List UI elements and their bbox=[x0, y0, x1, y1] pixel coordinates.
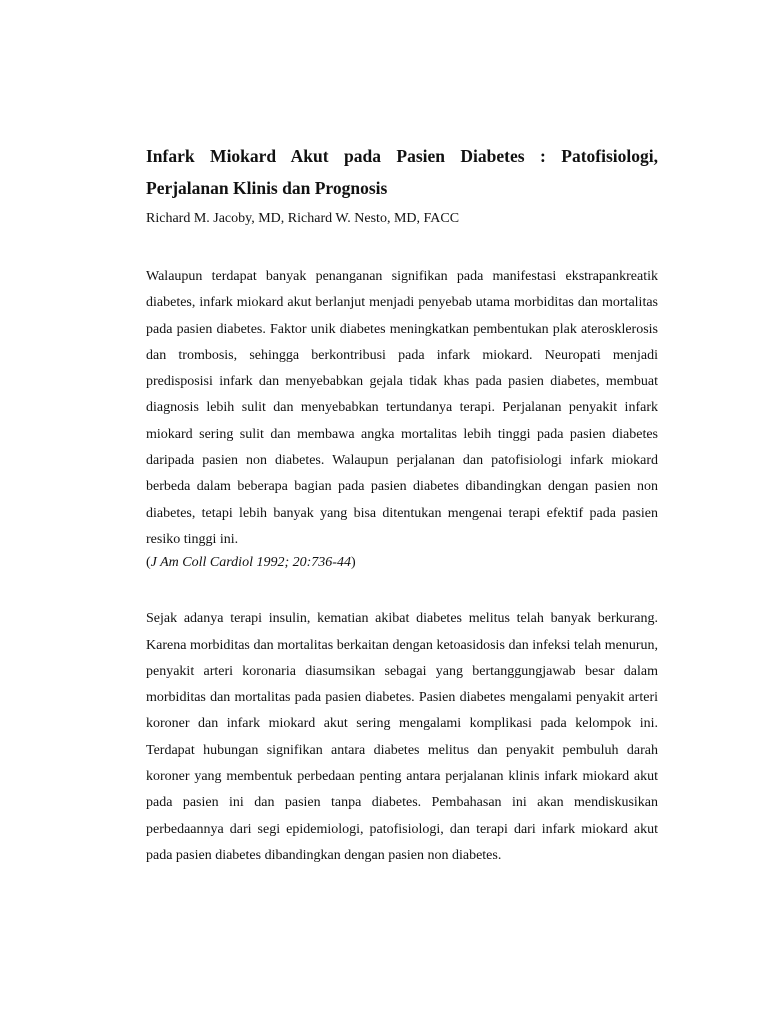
article-authors: Richard M. Jacoby, MD, Richard W. Nesto, MD, FACC bbox=[146, 211, 460, 226]
citation-text: J Am Coll Cardiol 1992; 20:736-44 bbox=[150, 555, 351, 571]
abstract-paragraph: Walaupun terdapat banyak penanganan signifikan pada manifestasi ekstrapankreatik diabetes, infark miokard akut berlanjut menjadi penyebab utama morbiditas dan mortalitas pada pasien diabetes. Faktor unik diabetes meningkatkan pembentukan plak aterosklerosis dan trombosis, sehingga berkontribusi pada infark miokard. Neuropati menjadi predisposisi infark dan menyebabkan gejala tidak khas pada pasien diabetes, membuat diagnosis lebih sulit dan menyebabkan tertundanya terapi. Perjalanan penyakit infark miokard sering sulit dan membawa angka mortalitas lebih tinggi pada pasien diabetes daripada pasien non diabetes. Walaupun perjalanan dan patofisiologi infark miokard berbeda dalam beberapa bagian pada pasien diabetes dibandingkan dengan pasien non diabetes, tetapi lebih banyak yang bisa ditentukan mengenai terapi efektif pada pasien resiko tinggi ini. bbox=[146, 269, 658, 547]
body-paragraph: Sejak adanya terapi insulin, kematian akibat diabetes melitus telah banyak berkurang. Karena morbiditas dan mortalitas berkaitan dengan ketoasidosis dan infeksi telah menurun, penyakit arteri koronaria diasumsikan sebagai yang bertanggungjawab besar dalam morbiditas dan mortalitas pada pasien diabetes. Pasien diabetes mengalami penyakit arteri koroner dan infark miokard akut sering mengalami komplikasi pada kelompok ini. Terdapat hubungan signifikan antara diabetes melitus dan penyakit pembuluh darah koroner yang membentuk perbedaan penting antara perjalanan klinis infark miokard akut pada pasien ini dan pasien tanpa diabetes. Pembahasan ini akan mendiskusikan perbedaannya dari segi epidemiologi, patofisiologi, dan terapi dari infark miokard akut pada pasien diabetes dibandingkan dengan pasien non diabetes. bbox=[146, 611, 658, 863]
document-page bbox=[146, 140, 658, 869]
citation-close-paren: ) bbox=[350, 555, 356, 571]
citation-open-paren: ( bbox=[146, 555, 151, 571]
article-title: Infark Miokard Akut pada Pasien Diabetes : Patofisiologi, Perjalanan Klinis dan Prognosis bbox=[146, 146, 658, 198]
journal-citation bbox=[146, 553, 658, 573]
